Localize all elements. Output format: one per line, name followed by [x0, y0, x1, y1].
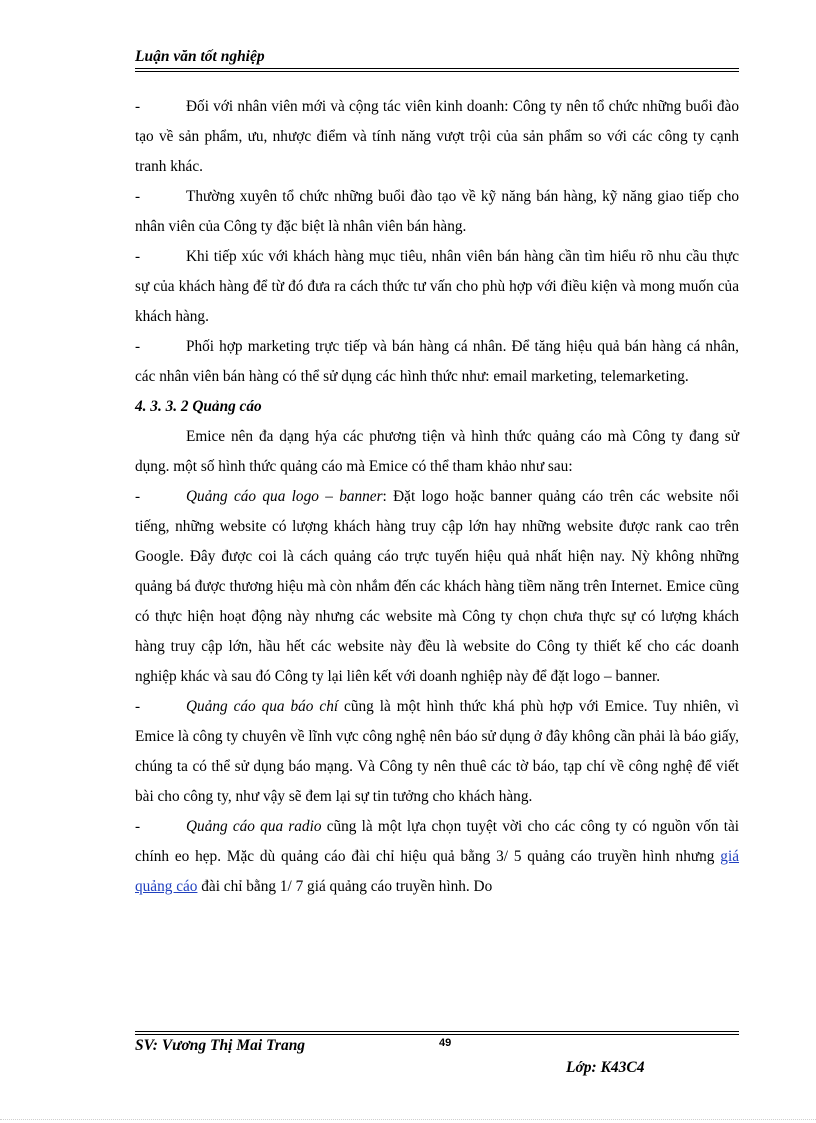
bullet-training-3: [135, 242, 739, 332]
dash-marker: -: [135, 248, 141, 265]
header-rule-top: [135, 68, 739, 69]
dash-marker: -: [135, 98, 141, 115]
item-label: Quảng cáo qua báo chí: [186, 698, 339, 715]
dash-marker: -: [135, 338, 141, 355]
bullet-text: Thường xuyên tổ chức những buổi đào tạo về kỹ năng bán hàng, kỹ năng giao tiếp cho nhân viên của Công ty đặc biệt là nhân viên bán hàng.: [135, 188, 739, 235]
item-text: đài chỉ bằng 1/ 7 giá quảng cáo truyền hình. Do: [197, 878, 493, 895]
item-text: cũng là một hình thức khá phù hợp với Emice. Tuy nhiên, vì Emice là công ty chuyên về lĩnh vực công nghệ nên báo sử dụng ở đây không cần phải là báo giấy, chúng ta có thể sử dụng báo mạng. Và Công ty nên thuê các tờ báo, tạp chí về công nghệ để viết bài cho công ty, như vậy sẽ đem lại sự tin tưởng cho khách hàng.: [135, 698, 740, 805]
page-number: 49: [439, 1037, 452, 1049]
bullet-text: Khi tiếp xúc với khách hàng mục tiêu, nhân viên bán hàng cần tìm hiểu rõ nhu cầu thực sự của khách hàng để từ đó đưa ra cách thức tư vấn cho phù hợp với điều kiện và mong muốn của khách hàng.: [135, 248, 739, 325]
footer-rule-top: [135, 1031, 739, 1032]
intro-paragraph: Emice nên đa dạng hýa các phương tiện và hình thức quảng cáo mà Công ty đang sử dụng. một số hình thức quảng cáo mà Emice có thể tham khảo như sau:: [135, 428, 739, 475]
item-text: cũng là một lựa chọn tuyệt vời cho các công ty có nguồn vốn tài chính eo hẹp. Mặc dù quảng cáo đài chỉ hiệu quả bằng 3/ 5 quảng cáo truyền hình nhưng: [135, 818, 739, 865]
footer-class-label: Lớp: K43C4: [566, 1059, 645, 1076]
item-press: [135, 692, 739, 812]
footer-student-name: SV: Vương Thị Mai Trang: [135, 1037, 306, 1054]
header-rule-bottom: [135, 71, 739, 72]
item-text: : Đặt logo hoặc banner quảng cáo trên các website nổi tiếng, những website có lượng khách hàng truy cập lớn hay những website được rank cao trên Google. Đây được coi là cách quảng cáo trực tuyến hiệu quả nhất hiện nay. Nỳ không những quảng bá được thương hiệu mà còn nhắm đến các khách hàng tiềm năng trên Internet. Emice cũng có thực hiện hoạt động này nhưng các website mà Công ty chọn chưa thực sự có lượng khách hàng truy cập lớn, hầu hết các website này đều là website do Công ty thiết kế cho các doanh nghiệp khác và sau đó Công ty lại liên kết với doanh nghiệp này để đặt logo – banner.: [135, 488, 739, 685]
section-heading: 4. 3. 3. 2 Quảng cáo: [135, 398, 262, 415]
footer-rule-bottom: [135, 1034, 739, 1035]
item-logo-banner: [135, 482, 739, 692]
page-bottom-border: [0, 1119, 816, 1120]
page-body: [135, 92, 739, 902]
bullet-training-2: [135, 182, 739, 242]
dash-marker: -: [135, 488, 141, 505]
item-label: Quảng cáo qua logo – banner: [186, 488, 383, 505]
header-title: Luận văn tốt nghiệp: [135, 48, 265, 65]
dash-marker: -: [135, 698, 141, 715]
bullet-training-1: [135, 92, 739, 182]
dash-marker: -: [135, 188, 141, 205]
bullet-text: Đối với nhân viên mới và cộng tác viên kinh doanh: Công ty nên tổ chức những buổi đào tạo về sản phẩm, ưu, nhược điểm và tính năng vượt trội của sản phẩm so với các công ty cạnh tranh khác.: [135, 98, 739, 175]
price-link[interactable]: giá quảng cáo: [135, 848, 739, 895]
bullet-text: Phối hợp marketing trực tiếp và bán hàng cá nhân. Để tăng hiệu quả bán hàng cá nhân, các nhân viên bán hàng có thể sử dụng các hình thức như: email marketing, telemarketing.: [135, 338, 739, 385]
item-radio: [135, 812, 739, 902]
bullet-training-4: [135, 332, 739, 392]
item-label: Quảng cáo qua radio: [186, 818, 322, 835]
dash-marker: -: [135, 818, 141, 835]
